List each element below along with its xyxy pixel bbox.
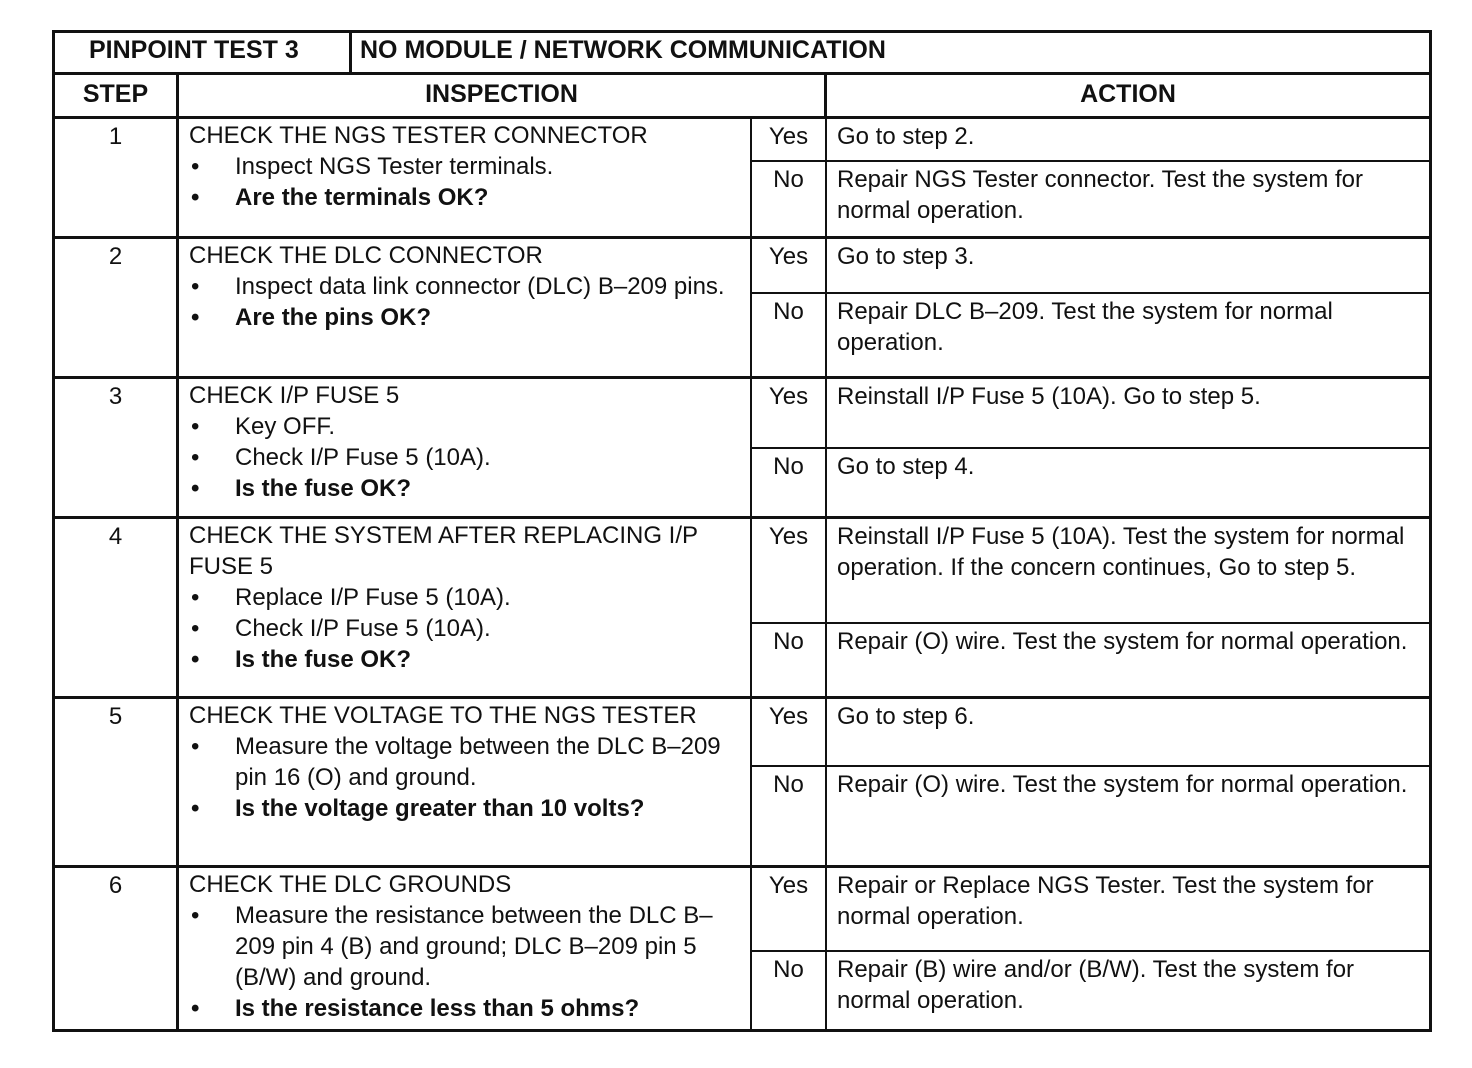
inspection-instruction: • Measure the voltage between the DLC B–209 pin 16 (O) and ground.	[189, 731, 742, 793]
no-action: Go to step 4.	[837, 453, 975, 480]
no-action: Repair NGS Tester connector. Test the system for normal operation.	[837, 166, 1364, 224]
inspection-list	[189, 411, 742, 504]
inspection-question: • Is the voltage greater than 10 volts?	[189, 793, 742, 824]
inspection-list	[189, 271, 742, 333]
inspection-heading: CHECK I/P FUSE 5	[189, 382, 400, 409]
test-id: PINPOINT TEST 3	[55, 33, 352, 72]
no-action: Repair (O) wire. Test the system for normal operation.	[837, 628, 1408, 655]
inspection-instruction: • Key OFF.	[189, 411, 742, 442]
yes-label: Yes	[752, 119, 827, 160]
no-answer	[752, 449, 1429, 516]
table-row	[55, 699, 1429, 868]
inspection-instruction: • Check I/P Fuse 5 (10A).	[189, 613, 742, 644]
yes-answer	[752, 519, 1429, 624]
inspection-heading: CHECK THE SYSTEM AFTER REPLACING I/P FUSE 5	[189, 522, 698, 580]
no-label: No	[752, 162, 827, 236]
step-number: 1	[55, 119, 179, 236]
inspection-heading: CHECK THE VOLTAGE TO THE NGS TESTER	[189, 702, 697, 729]
yes-action: Go to step 3.	[837, 243, 975, 270]
yes-answer	[752, 119, 1429, 162]
inspection-instruction: • Measure the resistance between the DLC B–209 pin 4 (B) and ground; DLC B–209 pin 5 (B/W) and ground.	[189, 900, 742, 993]
inspection-list	[189, 731, 742, 824]
yes-label: Yes	[752, 699, 827, 765]
inspection-cell	[179, 868, 752, 1032]
no-answer	[752, 162, 1429, 236]
yes-action: Go to step 2.	[837, 123, 975, 150]
yes-label: Yes	[752, 379, 827, 447]
table-row	[55, 379, 1429, 519]
yes-label: Yes	[752, 239, 827, 292]
no-label: No	[752, 952, 827, 1029]
test-name: NO MODULE / NETWORK COMMUNICATION	[360, 36, 886, 64]
title-row	[55, 33, 1429, 75]
inspection-list	[189, 900, 742, 1024]
inspection-cell	[179, 379, 752, 516]
yes-answer	[752, 868, 1429, 952]
no-action: Repair (O) wire. Test the system for normal operation.	[837, 771, 1408, 798]
step-number: 6	[55, 868, 179, 1032]
yes-action: Repair or Replace NGS Tester. Test the system for normal operation.	[837, 872, 1374, 930]
no-action: Repair (B) wire and/or (B/W). Test the system for normal operation.	[837, 956, 1355, 1014]
pinpoint-test-table	[52, 30, 1432, 1032]
no-answer	[752, 294, 1429, 376]
yes-answer	[752, 379, 1429, 449]
inspection-question: • Is the fuse OK?	[189, 473, 742, 504]
inspection-instruction: • Check I/P Fuse 5 (10A).	[189, 442, 742, 473]
inspection-heading: CHECK THE DLC GROUNDS	[189, 871, 512, 898]
inspection-instruction: • Inspect data link connector (DLC) B–209 pins.	[189, 271, 742, 302]
inspection-instruction: • Replace I/P Fuse 5 (10A).	[189, 582, 742, 613]
header-step: STEP	[55, 75, 179, 116]
no-answer	[752, 624, 1429, 696]
inspection-cell	[179, 239, 752, 376]
inspection-instruction: • Inspect NGS Tester terminals.	[189, 151, 742, 182]
yes-label: Yes	[752, 519, 827, 622]
no-label: No	[752, 449, 827, 516]
no-label: No	[752, 624, 827, 696]
yes-action: Go to step 6.	[837, 703, 975, 730]
step-number: 5	[55, 699, 179, 865]
inspection-list	[189, 582, 742, 675]
header-inspection: INSPECTION	[179, 75, 827, 116]
no-label: No	[752, 767, 827, 865]
no-action: Repair DLC B–209. Test the system for normal operation.	[837, 298, 1333, 356]
inspection-heading: CHECK THE DLC CONNECTOR	[189, 242, 543, 269]
table-row	[55, 519, 1429, 699]
step-number: 4	[55, 519, 179, 696]
inspection-question: • Are the pins OK?	[189, 302, 742, 333]
inspection-cell	[179, 119, 752, 236]
yes-action: Reinstall I/P Fuse 5 (10A). Go to step 5.	[837, 383, 1261, 410]
inspection-cell	[179, 519, 752, 696]
table-row	[55, 239, 1429, 379]
table-row	[55, 119, 1429, 239]
inspection-question: • Is the fuse OK?	[189, 644, 742, 675]
yes-answer	[752, 239, 1429, 294]
yes-action: Reinstall I/P Fuse 5 (10A). Test the system for normal operation. If the concern continues, Go to step 5.	[837, 523, 1405, 581]
no-answer	[752, 952, 1429, 1029]
inspection-question: • Are the terminals OK?	[189, 182, 742, 213]
table-row	[55, 868, 1429, 1032]
inspection-question: • Is the resistance less than 5 ohms?	[189, 993, 742, 1024]
inspection-cell	[179, 699, 752, 865]
header-action: ACTION	[1080, 80, 1176, 108]
step-number: 2	[55, 239, 179, 376]
yes-answer	[752, 699, 1429, 767]
yes-label: Yes	[752, 868, 827, 950]
header-row	[55, 75, 1429, 119]
no-answer	[752, 767, 1429, 865]
no-label: No	[752, 294, 827, 376]
inspection-list	[189, 151, 742, 213]
step-number: 3	[55, 379, 179, 516]
inspection-heading: CHECK THE NGS TESTER CONNECTOR	[189, 122, 648, 149]
